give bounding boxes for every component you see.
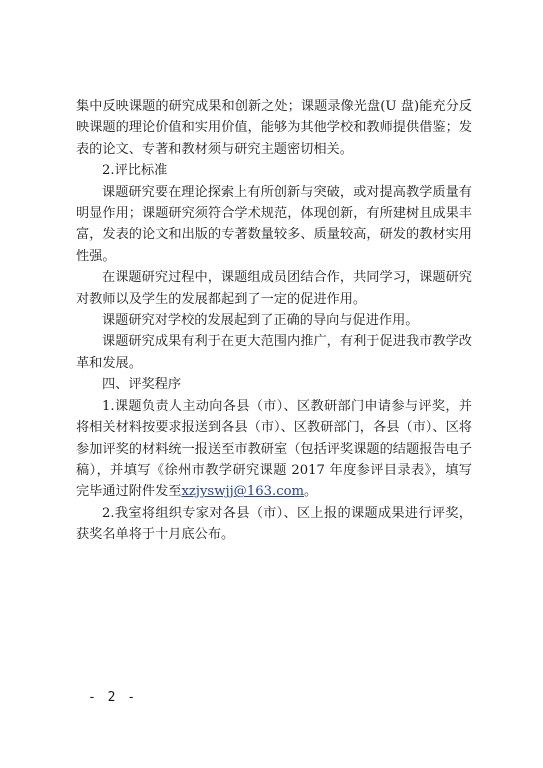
document-body [76, 96, 472, 546]
submission-text-end: 。 [304, 484, 318, 500]
paragraph-criteria-teamwork: 在课题研究过程中，课题组成员团结合作，共同学习，课题研究对教师以及学生的发展都起到了一定的促进作用。 [76, 270, 472, 307]
paragraph-criteria-innovation: 课题研究要在理论探索上有所创新与突破，或对提高教学质量有明显作用；课题研究须符合学术规范，体现创新，有所建树且成果丰富，发表的论文和出版的专著数量较多、质量较高，研发的教材实用性强。 [76, 184, 472, 264]
heading-award-procedure: 四、评奖程序 [102, 377, 182, 393]
paragraph-criteria-school-guidance: 课题研究对学校的发展起到了正确的导向与促进作用。 [102, 313, 419, 329]
page-number: - 2 - [88, 690, 138, 705]
paragraph-results-summary: 集中反映课题的研究成果和创新之处；课题录像光盘(U 盘)能充分反映课题的理论价值和实用价值，能够为其他学校和教师提供借鉴；发表的论文、专著和教材须与研究主题密切相关。 [76, 99, 472, 157]
paragraph-criteria-promotion: 课题研究成果有利于在更大范围内推广，有利于促进我市教学改革和发展。 [76, 334, 472, 371]
submission-text: 1.课题负责人主动向各县（市）、区教研部门申请参与评奖，并将相关材料按要求报送到各县（市）、区教研部门，各县（市）、区将参加评奖的材料统一报送至市教研室（包括评奖课题的结题报告电子稿），并填写《徐州市教学研究课题 2017 年度参评目录表》，填写完毕通过附件发至 [76, 398, 472, 500]
paragraph-award-announcement: 2.我室将组织专家对各县（市）、区上报的课题成果进行评奖，获奖名单将于十月底公布。 [76, 505, 472, 543]
heading-evaluation-criteria: 2.评比标准 [102, 163, 168, 179]
paragraph-submission-procedure [76, 396, 472, 503]
email-link[interactable]: xzjyswjj@163.com [181, 484, 305, 500]
